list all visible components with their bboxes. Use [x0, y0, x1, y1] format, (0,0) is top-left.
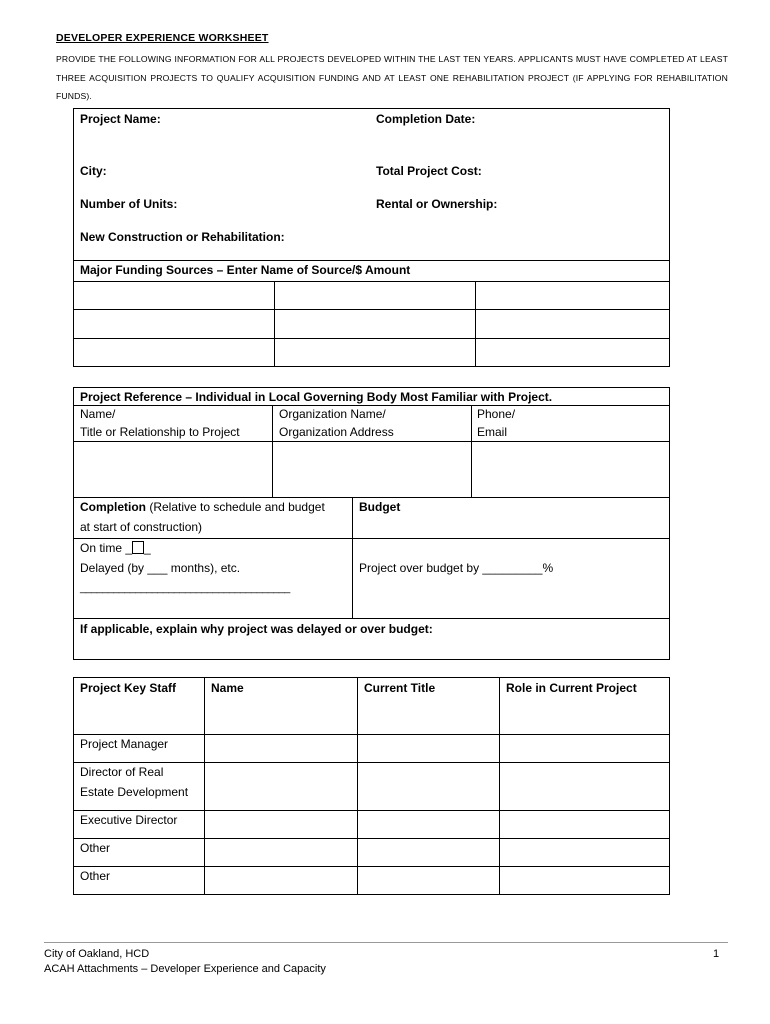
- current-title-header: Current Title: [364, 681, 436, 695]
- reference-heading: Project Reference – Individual in Local Governing Body Most Familiar with Project.: [80, 390, 553, 404]
- organization-header: [279, 405, 394, 441]
- divider: [352, 497, 353, 618]
- divider: [471, 405, 472, 498]
- delay-blank-line: ______________________________________: [80, 582, 290, 594]
- completion-options: [80, 538, 290, 598]
- divider: [499, 678, 500, 894]
- on-time-underscore: _: [144, 541, 151, 555]
- name-header-line1: Name/: [80, 407, 116, 421]
- divider: [74, 866, 669, 867]
- staff-row-other-1: Other: [80, 841, 111, 855]
- construction-type-label: New Construction or Rehabilitation:: [80, 230, 285, 244]
- staff-row-director-line2: Estate Development: [80, 785, 189, 799]
- project-name-label: Project Name:: [80, 112, 161, 126]
- phone-header-line2: Email: [477, 425, 508, 439]
- role-header: Role in Current Project: [506, 681, 637, 695]
- instructions: PROVIDE THE FOLLOWING INFORMATION FOR ALL PROJECTS DEVELOPED WITHIN THE LAST TEN YEARS. APPLICANTS MUST HAVE COMPLETED AT LEAST THREE ACQUISITION PROJECTS TO QUALIFY ACQUISITION FUNDING AND AT LEAST ONE REHABILITATION PROJECT (IF APPLYING FOR REHABILITATION FUNDS).: [56, 54, 728, 102]
- divider: [74, 309, 669, 310]
- rental-ownership-label: Rental or Ownership:: [376, 197, 498, 211]
- footer-org: City of Oakland, HCD: [44, 948, 150, 960]
- divider: [274, 281, 275, 366]
- organization-header-line1: Organization Name/: [279, 407, 386, 421]
- name-header: Name: [211, 681, 244, 695]
- units-label: Number of Units:: [80, 197, 178, 211]
- completion-label: Completion: [80, 500, 146, 514]
- staff-row-other-2: Other: [80, 869, 111, 883]
- divider: [74, 441, 669, 442]
- divider: [204, 678, 205, 894]
- project-info-section: [73, 108, 670, 367]
- divider: [74, 281, 669, 282]
- key-staff-table: [73, 677, 670, 895]
- completion-note-line2: at start of construction): [80, 520, 203, 534]
- footer-doc-title: ACAH Attachments – Developer Experience and Capacity: [44, 963, 326, 975]
- staff-row-director: [80, 762, 188, 802]
- delay-explanation-label: If applicable, explain why project was delayed or over budget:: [80, 622, 433, 636]
- total-cost-label: Total Project Cost:: [376, 164, 482, 178]
- footer-divider: [44, 942, 728, 943]
- project-reference-section: [73, 387, 670, 660]
- organization-header-line2: Organization Address: [279, 425, 394, 439]
- page-number: 1: [713, 948, 720, 960]
- divider: [74, 838, 669, 839]
- over-budget-label: Project over budget by _________%: [359, 561, 554, 575]
- completion-date-label: Completion Date:: [376, 112, 476, 126]
- completion-note: (Relative to schedule and budget: [146, 500, 325, 514]
- staff-row-executive-director: Executive Director: [80, 813, 178, 827]
- divider: [74, 338, 669, 339]
- staff-row-director-line1: Director of Real: [80, 765, 164, 779]
- phone-header-line1: Phone/: [477, 407, 516, 421]
- on-time-label: On time _: [80, 541, 133, 555]
- divider: [357, 678, 358, 894]
- city-label: City:: [80, 164, 107, 178]
- name-header-line2: Title or Relationship to Project: [80, 425, 240, 439]
- divider: [272, 405, 273, 498]
- phone-email-header: [477, 405, 515, 441]
- on-time-checkbox[interactable]: [132, 541, 144, 554]
- funding-sources-label: Major Funding Sources – Enter Name of Source/$ Amount: [80, 263, 411, 277]
- staff-row-project-manager: Project Manager: [80, 737, 169, 751]
- key-staff-header: Project Key Staff: [80, 681, 177, 695]
- name-title-header: [80, 405, 240, 441]
- completion-header: [80, 497, 325, 537]
- delayed-label: Delayed (by ___ months), etc.: [80, 561, 241, 575]
- divider: [475, 281, 476, 366]
- budget-label: Budget: [359, 500, 401, 514]
- page-title: DEVELOPER EXPERIENCE WORKSHEET: [56, 32, 269, 44]
